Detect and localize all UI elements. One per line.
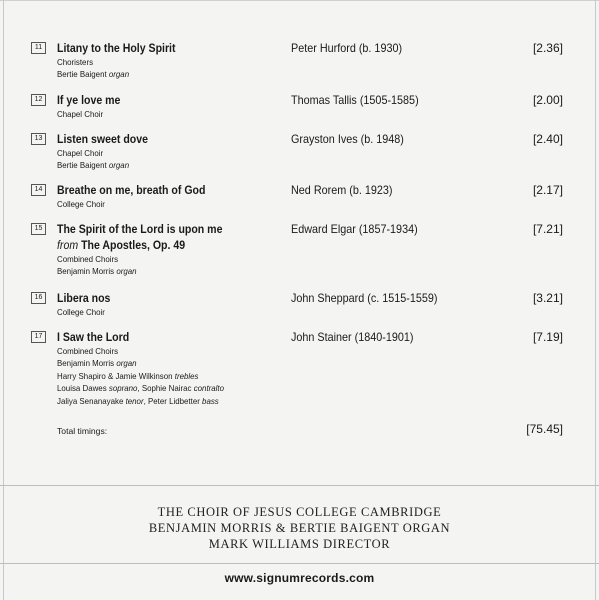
credits-block bbox=[0, 504, 599, 552]
performer-line: Louisa Dawes soprano, Sophie Nairac contralto bbox=[57, 383, 225, 394]
track-composer: Edward Elgar (1857-1934) bbox=[291, 222, 418, 236]
performer-line: Benjamin Morris organ bbox=[57, 266, 137, 277]
choir-credit: THE CHOIR OF JESUS COLLEGE CAMBRIDGE bbox=[157, 505, 442, 519]
track-composer: John Sheppard (c. 1515-1559) bbox=[291, 291, 438, 305]
track-subtitle: from The Apostles, Op. 49 bbox=[57, 238, 186, 252]
track-duration: [3.21] bbox=[532, 291, 563, 305]
track-duration: [2.40] bbox=[532, 132, 563, 146]
track-title: Libera nos bbox=[57, 291, 111, 305]
track-title: Litany to the Holy Spirit bbox=[57, 41, 176, 55]
total-timings-value: [75.45] bbox=[526, 422, 563, 436]
performer-line: College Choir bbox=[57, 307, 105, 317]
track-performers bbox=[57, 198, 109, 210]
track-title: If ye love me bbox=[57, 93, 121, 107]
track-performers bbox=[57, 56, 135, 81]
track-composer: John Stainer (1840-1901) bbox=[291, 330, 414, 344]
divider-rule bbox=[0, 563, 599, 564]
performer-line: Bertie Baigent organ bbox=[57, 69, 130, 80]
track-performers bbox=[57, 147, 135, 172]
track-duration: [7.21] bbox=[532, 222, 563, 236]
performer-line: Benjamin Morris organ bbox=[57, 358, 137, 369]
track-number: 12 bbox=[31, 94, 46, 106]
performer-line: College Choir bbox=[57, 199, 105, 209]
frame-top-border bbox=[0, 0, 599, 1]
track-duration: [2.17] bbox=[532, 183, 563, 197]
track-number: 13 bbox=[31, 133, 46, 145]
track-number: 14 bbox=[31, 184, 46, 196]
director-credit: MARK WILLIAMS DIRECTOR bbox=[208, 537, 391, 551]
performer-line: Chapel Choir bbox=[57, 148, 104, 158]
track-duration: [7.19] bbox=[532, 330, 563, 344]
track-title: I Saw the Lord bbox=[57, 330, 130, 344]
performer-line: Bertie Baigent organ bbox=[57, 160, 130, 171]
track-performers bbox=[57, 108, 107, 120]
track-composer: Peter Hurford (b. 1930) bbox=[291, 41, 403, 55]
track-performers bbox=[57, 253, 143, 278]
total-timings-label: Total timings: bbox=[57, 426, 108, 436]
track-number: 16 bbox=[31, 292, 46, 304]
track-duration: [2.00] bbox=[532, 93, 563, 107]
track-title: Listen sweet dove bbox=[57, 132, 148, 146]
track-composer: Grayston Ives (b. 1948) bbox=[291, 132, 404, 146]
website-link[interactable]: www.signumrecords.com bbox=[224, 571, 375, 585]
track-number: 15 bbox=[31, 223, 46, 235]
performer-line: Combined Choirs bbox=[57, 254, 119, 264]
performer-line: Jaliya Senanayake tenor, Peter Lidbetter bass bbox=[57, 395, 219, 406]
track-number: 17 bbox=[31, 331, 46, 343]
performer-line: Harry Shapiro & Jamie Wilkinson trebles bbox=[57, 370, 199, 381]
performer-line: Chapel Choir bbox=[57, 109, 104, 119]
performer-line: Combined Choirs bbox=[57, 346, 119, 356]
track-composer: Thomas Tallis (1505-1585) bbox=[291, 93, 419, 107]
track-composer: Ned Rorem (b. 1923) bbox=[291, 183, 393, 197]
divider-rule bbox=[0, 485, 599, 486]
organists-credit: BENJAMIN MORRIS & BERTIE BAIGENT ORGAN bbox=[148, 521, 451, 535]
track-performers bbox=[57, 345, 239, 407]
track-duration: [2.36] bbox=[532, 41, 563, 55]
track-title: Breathe on me, breath of God bbox=[57, 183, 206, 197]
performer-line: Choristers bbox=[57, 57, 94, 67]
track-title: The Spirit of the Lord is upon me bbox=[57, 222, 223, 236]
track-number: 11 bbox=[31, 42, 46, 54]
track-performers bbox=[57, 306, 109, 318]
